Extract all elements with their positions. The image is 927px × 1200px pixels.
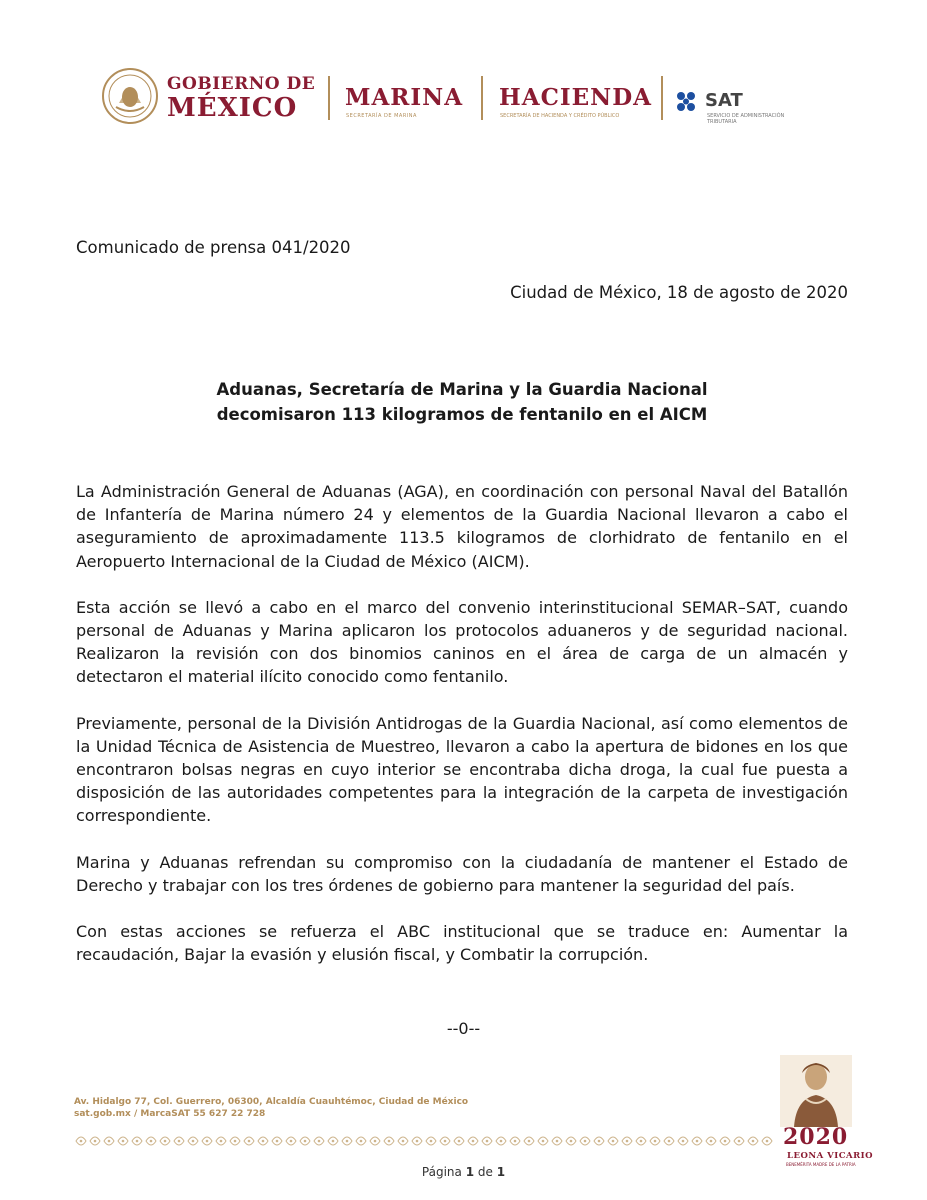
divider: [481, 76, 483, 120]
gobierno-de-mexico-logo: [167, 74, 315, 123]
page-total: 1: [496, 1165, 506, 1179]
address-line2: sat.gob.mx / MarcaSAT 55 627 22 728: [74, 1109, 266, 1119]
paragraph: Esta acción se llevó a cabo en el marco del convenio interinstitucional SEMAR–SAT, cuando personal de Aduanas y Marina aplicaron los protocolos aduaneros y de seguridad nacional. Realizaron la revisión con dos binomios caninos en el área de carga de un almacén y detectaron el material ilícito conocido como fentanilo.: [76, 597, 848, 687]
footer-ornament-band: [74, 1132, 774, 1150]
page-label: Página: [421, 1165, 462, 1179]
paragraph: Con estas acciones se refuerza el ABC institucional que se traduce en: Aumentar la recaudación, Bajar la evasión y elusión fiscal, y Combatir la corrupción.: [76, 922, 848, 965]
gobierno-line2: MÉXICO: [167, 93, 298, 123]
mexico-coat-of-arms-icon: [101, 67, 159, 125]
hacienda-subtitle: SECRETARÍA DE HACIENDA Y CRÉDITO PÚBLICO: [500, 113, 620, 119]
leona-vicario-portrait-icon: [780, 1055, 852, 1127]
date-line: Ciudad de México, 18 de agosto de 2020: [510, 283, 848, 302]
page-number: [0, 1165, 927, 1179]
headline-line2: decomisaron 113 kilogramos de fentanilo en el AICM: [216, 405, 708, 424]
gobierno-line1: GOBIERNO DE: [167, 74, 316, 94]
leona-vicario-subtitle: BENEMÉRITA MADRE DE LA PATRIA: [786, 1162, 856, 1167]
leona-vicario-label: LEONA VICARIO: [787, 1151, 874, 1161]
sat-logo: SAT: [705, 90, 743, 111]
divider: [328, 76, 330, 120]
body-text: [76, 480, 848, 989]
marina-logo: MARINA: [345, 84, 464, 111]
year-2020-logo: 2020: [783, 1124, 849, 1150]
divider: [661, 76, 663, 120]
header-logos: [95, 62, 815, 137]
paragraph: La Administración General de Aduanas (AGA), en coordinación con personal Naval del Batallón de Infantería de Marina número 24 y elementos de la Guardia Nacional llevaron a cabo el aseguramiento de aproximadamente 113.5 kilogramos de clorhidrato de fentanilo en el Aeropuerto Internacional de la Ciudad de México (AICM).: [76, 482, 848, 571]
press-release-number: Comunicado de prensa 041/2020: [76, 238, 351, 257]
footer-address: [74, 1096, 468, 1120]
sat-subtitle: SERVICIO DE ADMINISTRACIÓN TRIBUTARIA: [707, 113, 785, 125]
marina-subtitle: SECRETARÍA DE MARINA: [346, 113, 417, 119]
headline-line1: Aduanas, Secretaría de Marina y la Guardia Nacional: [216, 380, 708, 399]
page-of: de: [477, 1165, 493, 1179]
page-current: 1: [465, 1165, 475, 1179]
headline: [76, 377, 848, 427]
paragraph: Marina y Aduanas refrendan su compromiso con la ciudadanía de mantener el Estado de Derecho y trabajar con los tres órdenes de gobierno para mantener la seguridad del país.: [76, 852, 848, 895]
closing-mark: --0--: [446, 1019, 481, 1038]
address-line1: Av. Hidalgo 77, Col. Guerrero, 06300, Alcaldía Cuauhtémoc, Ciudad de México: [74, 1097, 469, 1107]
paragraph: Previamente, personal de la División Antidrogas de la Guardia Nacional, así como elementos de la Unidad Técnica de Asistencia de Muestreo, llevaron a cabo la apertura de bidones en los que encontraron bolsas negras en cuyo interior se encontraba dicha droga, la cual fue puesta a disposición de las autoridades competentes para la integración de la carpeta de investigación correspondiente.: [76, 713, 848, 826]
hacienda-logo: HACIENDA: [499, 84, 652, 111]
